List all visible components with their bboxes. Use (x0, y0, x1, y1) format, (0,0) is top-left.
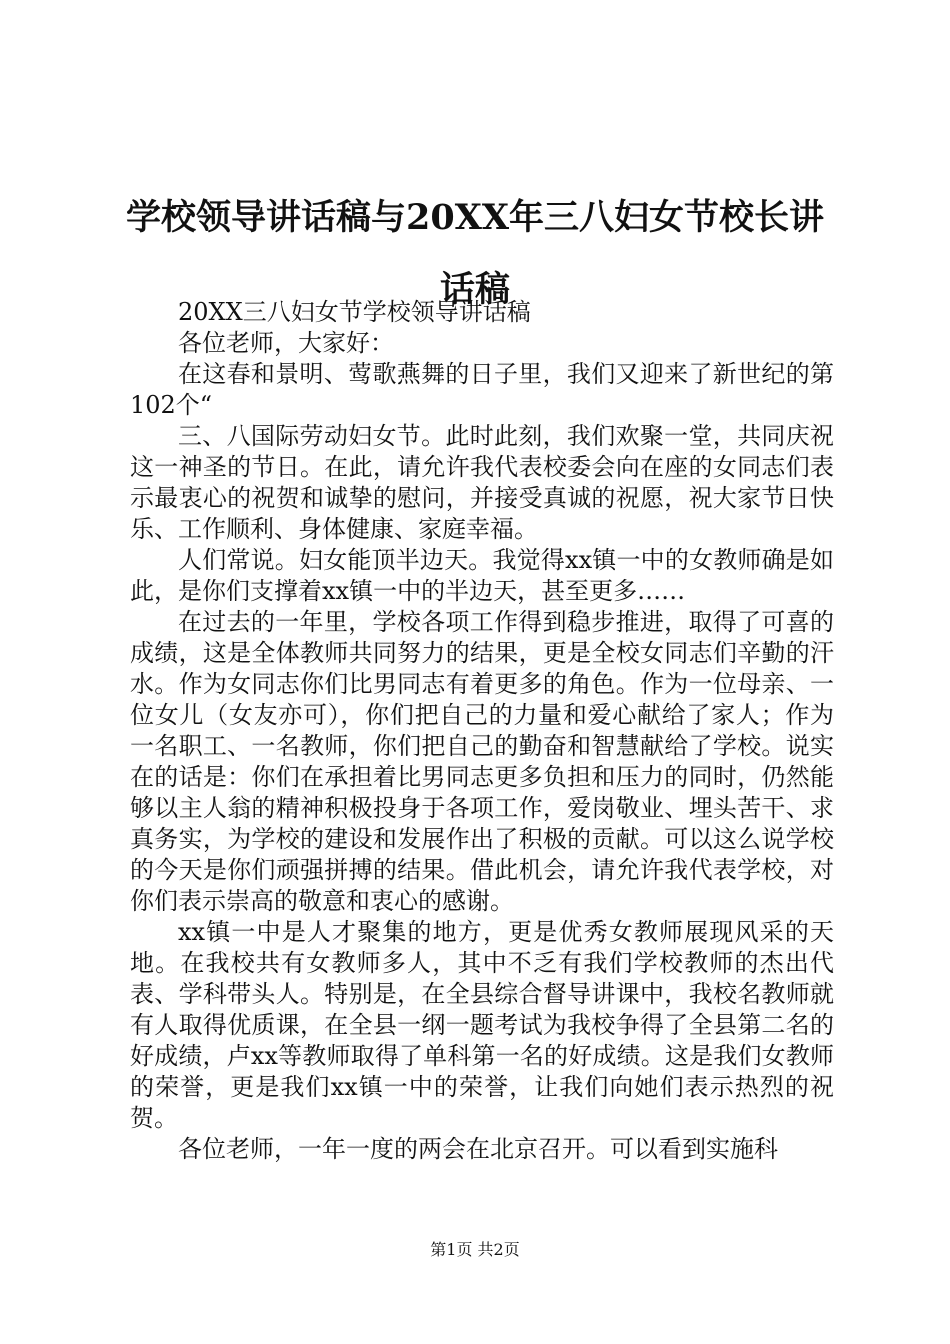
paragraph: xx镇一中是人才聚集的地方，更是优秀女教师展现风采的天地。在我校共有女教师多人，其中不乏有我们学校教师的杰出代表、学科带头人。特别是，在全县综合督导讲课中，我校名教师就有人取得优质课，在全县一纲一题考试为我校争得了全县第二名的好成绩，卢xx等教师取得了单科第一名的好成绩。这是我们女教师的荣誉，更是我们xx镇一中的荣誉，让我们向她们表示热烈的祝贺。 (130, 918, 834, 1132)
document-title: 学校领导讲话稿与20XX年三八妇女节校长讲话稿 (125, 197, 825, 310)
paragraph-greeting: 各位老师，大家好： (178, 329, 394, 357)
page-number-footer: 第1页 共2页 (430, 1240, 520, 1259)
paragraph: 在过去的一年里，学校各项工作得到稳步推进，取得了可喜的成绩，这是全体教师共同努力的结果，更是全校女同志们辛勤的汗水。作为女同志你们比男同志有着更多的角色。作为一位母亲、一位女儿（女友亦可），你们把自己的力量和爱心献给了家人；作为一名职工、一名教师，你们把自己的勤奋和智慧献给了学校。说实在的话是：你们在承担着比男同志更多负担和压力的同时，仍然能够以主人翁的精神积极投身于各项工作，爱岗敬业、埋头苦干、求真务实，为学校的建设和发展作出了积极的贡献。可以这么说学校的今天是你们顽强拼搏的结果。借此机会，请允许我代表学校，对你们表示崇高的敬意和衷心的感谢。 (130, 608, 834, 915)
paragraph: 在这春和景明、莺歌燕舞的日子里，我们又迎来了新世纪的第102个“ (130, 360, 834, 419)
document-body (130, 297, 834, 1165)
paragraph: 三、八国际劳动妇女节。此时此刻，我们欢聚一堂，共同庆祝这一神圣的节日。在此，请允许我代表校委会向在座的女同志们表示最衷心的祝贺和诚挚的慰问，并接受真诚的祝愿，祝大家节日快乐、工作顺利、身体健康、家庭幸福。 (130, 422, 834, 543)
paragraph: 人们常说。妇女能顶半边天。我觉得xx镇一中的女教师确是如此，是你们支撑着xx镇一中的半边天，甚至更多…… (130, 546, 834, 605)
paragraph-subtitle: 20XX三八妇女节学校领导讲话稿 (178, 298, 531, 326)
paragraph: 各位老师，一年一度的两会在北京召开。可以看到实施科 (178, 1135, 778, 1163)
